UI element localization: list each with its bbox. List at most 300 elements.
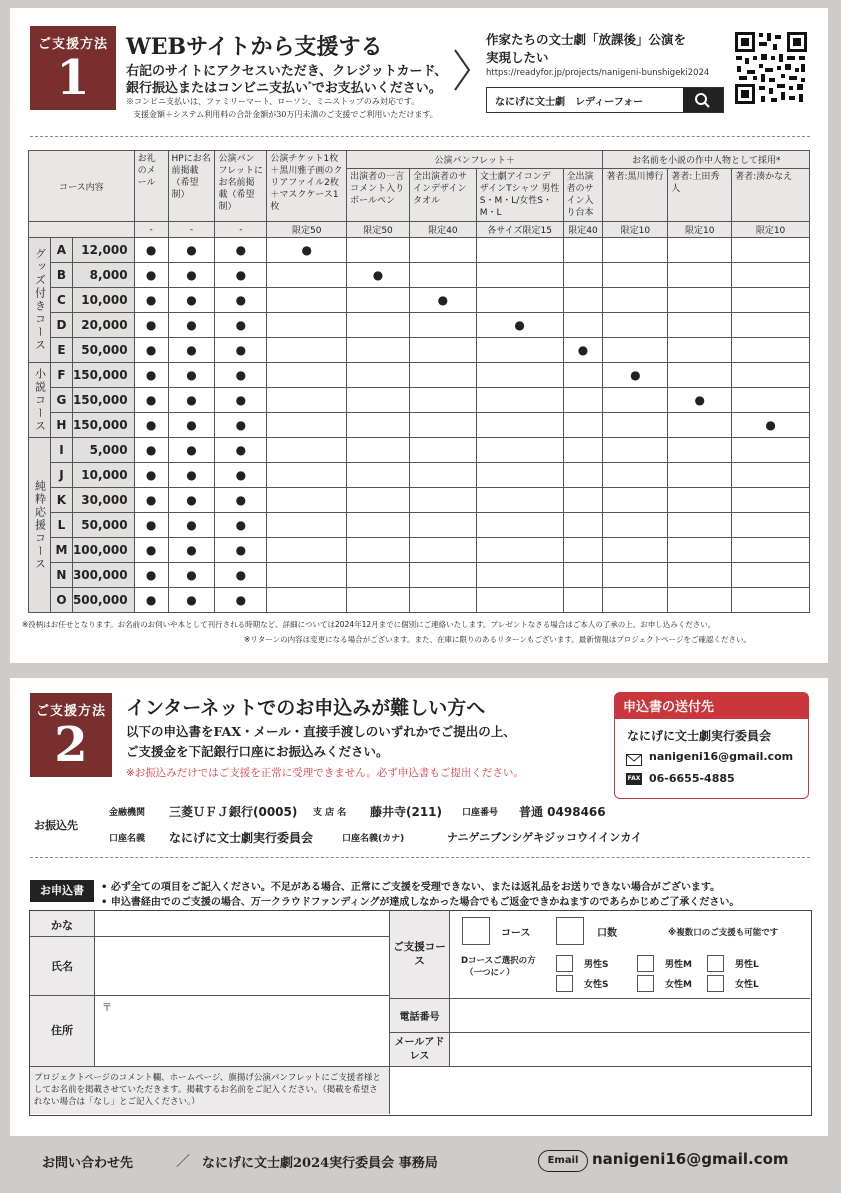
publish-name-field[interactable] [391,1068,809,1113]
benefit-cell [732,338,810,363]
benefit-cell [476,363,563,388]
benefit-cell [563,488,603,513]
address-field[interactable] [96,997,388,1065]
bank-inst-value: 三菱ＵＦＪ銀行(0005) [169,805,298,819]
bank-name-label: 口座名義 [109,834,146,844]
benefit-cell: ● [347,263,410,288]
size-checkbox[interactable] [637,955,654,972]
benefit-cell [563,313,603,338]
group-header-pamphlet: 公演パンフレット＋ [347,151,603,169]
course-amount: 100,000 [72,538,134,563]
section1-divider [30,136,810,137]
benefit-cell: ● [409,288,476,313]
benefit-cell [476,238,563,263]
postal-mark: 〒 [102,1003,112,1014]
course-id: F [50,363,72,388]
benefit-cell: ● [215,238,267,263]
course-row [29,313,810,338]
benefit-cell [347,313,410,338]
course-row [29,363,810,388]
benefit-cell [476,588,563,613]
section1-title: WEBサイトから支援する [126,34,383,60]
multi-note: ※複数口のご支援も可能です [668,928,779,938]
limit-cell: 限定40 [409,222,476,238]
benefit-cell [476,413,563,438]
benefit-cell [476,288,563,313]
benefit-cell [732,588,810,613]
benefit-cell: ● [732,413,810,438]
course-amount: 300,000 [72,563,134,588]
benefit-cell [409,463,476,488]
course-unit: コース [501,928,531,939]
size-label: 女性M [665,980,692,990]
badge-number: 1 [56,50,90,106]
footer-email[interactable]: nanigeni16@gmail.com [592,1150,789,1168]
benefit-cell [668,463,732,488]
project-url[interactable]: https://readyfor.jp/projects/nanigeni-bunshigeki2024 [486,68,710,78]
benefit-cell [409,563,476,588]
benefit-cell: ● [168,463,215,488]
benefit-cell [603,563,668,588]
course-row [29,388,810,413]
phone-label: 電話番号 [399,1012,440,1023]
bank-branch-label: 支 店 名 [313,808,347,818]
search-box[interactable] [486,87,724,113]
benefit-cell [476,513,563,538]
course-group-label: 小説コース [29,363,51,438]
size-checkbox[interactable] [556,975,573,992]
benefit-cell [732,438,810,463]
benefit-cell [668,288,732,313]
benefit-cell [409,488,476,513]
section1-note1: ※コンビニ支払いは、ファミリーマート、ローソン、ミニストップのみ対応です。 [126,97,420,106]
size-label: 女性S [584,980,609,990]
benefit-cell [603,588,668,613]
benefit-cell: ● [168,488,215,513]
benefit-cell: ● [215,463,267,488]
bank-acct-value: 普通 0498466 [519,805,606,819]
column-header: 公演チケット1枚＋黒川雅子画のクリアファイル2枚＋マスクケース1枚 [267,151,347,222]
course-row [29,238,810,263]
group-header-novel: お名前を小説の作中人物として採用* [603,151,810,169]
benefit-cell [267,288,347,313]
section1-desc-line2-b: でお支払いください。 [311,81,442,96]
name-label: 氏名 [51,960,73,973]
benefit-cell [347,438,410,463]
size-label: 男性L [735,960,759,970]
benefit-cell [563,363,603,388]
benefit-cell [347,513,410,538]
badge-number: 2 [54,717,88,773]
benefit-cell [563,463,603,488]
course-amount: 30,000 [72,488,134,513]
course-table-body [29,238,810,613]
benefit-cell [732,263,810,288]
benefit-cell [563,538,603,563]
benefit-cell [476,538,563,563]
limit-row-spacer [29,222,135,238]
benefit-cell [409,313,476,338]
column-header: 著者:上田秀人 [668,169,732,222]
form-bullet2: • 申込書経由でのご支援の場合、万一クラウドファンディングが達成しなかった場合でもご返金できかねますのであらかじめご了承ください。 [101,897,740,908]
bank-label: お振込先 [34,819,78,832]
course-row [29,538,810,563]
qr-code[interactable] [733,30,809,106]
benefit-cell [603,288,668,313]
benefit-cell: ● [134,263,168,288]
course-amount: 150,000 [72,413,134,438]
footer-org: なにげに文士劇2024実行委員会 事務局 [202,1156,438,1171]
benefit-cell [668,488,732,513]
benefit-cell [668,338,732,363]
course-group-label: グッズ付きコース [29,238,51,363]
form-bullet1: • 必ず全ての項目をご記入ください。不足がある場合、正常にご支援を受理できない、または返礼品をお送りできない場合がございます。 [101,882,721,893]
benefit-cell [409,413,476,438]
contact-email[interactable]: nanigeni16@gmail.com [649,750,794,763]
section1-desc-line2-a: 銀行振込またはコンビニ支払い [126,81,309,96]
benefit-cell [476,488,563,513]
benefit-cell [347,413,410,438]
course-row [29,488,810,513]
column-header: 文士劇アイコンデザインTシャツ 男性S・M・L/女性S・M・L [476,169,563,222]
benefit-cell [732,463,810,488]
table-footnote1: ※役柄はお任せとなります。お名前のお伺いや本として刊行される時期など、詳細については2024年12月までに個別にご連絡いたします。プレゼントなさる場合はご本人の了承の上、お申し込みください。 [22,620,716,629]
benefit-cell [476,438,563,463]
benefit-cell: ● [168,313,215,338]
benefit-cell [409,338,476,363]
course-group-label: 純粋応援コース [29,438,51,613]
section2-desc-line2: ご支援金を下記銀行口座にお振込みください。 [126,744,389,759]
benefit-cell [732,363,810,388]
kana-label: かな [51,919,73,932]
benefit-cell [267,488,347,513]
bank-branch-value: 藤井寺(211) [370,805,443,819]
column-header: 公演パンフレットにお名前掲載（希望制） [215,151,267,222]
section2-warning: ※お振込みだけではご支援を正常に受理できません。必ず申込書もご提出ください。 [126,767,524,779]
d-course-note1: Dコースご選択の方 [461,956,536,966]
limit-cell: 限定10 [668,222,732,238]
benefit-cell [267,538,347,563]
column-header: お礼のメール [134,151,168,222]
benefit-cell: ● [563,338,603,363]
benefit-cell [347,588,410,613]
method1-badge [30,26,116,110]
bank-inst-label: 金融機関 [109,808,146,818]
benefit-cell: ● [134,588,168,613]
size-checkbox[interactable] [556,955,573,972]
benefit-cell [732,313,810,338]
benefit-cell [347,338,410,363]
benefit-cell [603,413,668,438]
benefit-cell: ● [134,538,168,563]
benefit-cell [668,563,732,588]
contact-box [614,692,809,799]
section1-note2: 支援金額＋システム利用料の合計金額が30万円未満のご支援でご利用いただけます。 [133,110,438,119]
promo-line2: 実現したい [486,50,549,65]
course-header: コース内容 [29,151,135,222]
benefit-cell: ● [134,438,168,463]
phone-field[interactable] [451,1000,809,1031]
benefit-cell [476,263,563,288]
form-label: お申込書 [30,880,94,902]
course-amount: 150,000 [72,388,134,413]
benefit-cell [563,288,603,313]
name-field[interactable] [96,938,388,994]
benefit-cell [347,388,410,413]
size-label: 男性S [584,960,609,970]
benefit-cell: ● [168,388,215,413]
search-input[interactable]: なにげに文士劇 レディーフォー [495,97,644,108]
benefit-cell [347,563,410,588]
course-id: J [50,463,72,488]
benefit-cell [603,338,668,363]
course-row [29,288,810,313]
benefit-cell [409,538,476,563]
section2-desc-line1: 以下の申込書をFAX・メール・直接手渡しのいずれかでご提出の上、 [126,724,516,739]
benefit-cell [476,563,563,588]
bank-kana-label: 口座名義(カナ) [342,834,405,844]
footer-slash: ／ [176,1154,190,1170]
benefit-cell: ● [168,363,215,388]
benefit-cell [409,363,476,388]
benefit-cell [267,463,347,488]
benefit-cell [732,488,810,513]
benefit-cell: ● [476,313,563,338]
promo-line1: 作家たちの文士劇「放課後」公演を [486,32,687,47]
benefit-cell: ● [215,338,267,363]
benefit-cell: ● [215,288,267,313]
benefit-cell [563,438,603,463]
benefit-cell [347,288,410,313]
course-id: I [50,438,72,463]
count-unit: 口数 [597,928,617,939]
benefit-cell [603,438,668,463]
benefit-cell [563,388,603,413]
benefit-cell [563,588,603,613]
benefit-cell: ● [215,438,267,463]
course-id: L [50,513,72,538]
size-label: 男性M [665,960,692,970]
benefit-cell [603,463,668,488]
benefit-cell: ● [215,263,267,288]
badge-label: ご支援方法 [37,37,108,52]
benefit-cell [347,538,410,563]
course-row [29,588,810,613]
course-id: B [50,263,72,288]
course-row [29,513,810,538]
limit-cell: 限定10 [603,222,668,238]
fax-icon: FAX [626,773,642,785]
benefit-cell: ● [168,588,215,613]
course-row [29,438,810,463]
benefit-cell [732,513,810,538]
benefit-cell [347,238,410,263]
benefit-cell [563,513,603,538]
table-footnote2: ※リターンの内容は変更になる場合がございます。また、在庫に限りのあるリターンもございます。最新情報はプロジェクトページをご確認ください。 [244,635,751,644]
section1-desc-line1: 右記のサイトにアクセスいただき、クレジットカード、 [126,64,448,79]
benefit-cell [668,538,732,563]
benefit-cell [668,588,732,613]
search-button[interactable] [683,88,723,112]
column-header: 全出演者のサインデザインタオル [409,169,476,222]
benefit-cell [668,238,732,263]
benefit-cell: ● [168,238,215,263]
benefit-cell [603,488,668,513]
column-header: 出演者の一言コメント入りボールペン [347,169,410,222]
benefit-cell: ● [168,563,215,588]
form-gridline [389,1032,810,1033]
course-id: G [50,388,72,413]
benefit-cell [267,263,347,288]
limit-cell: - [134,222,168,238]
benefit-cell: ● [168,338,215,363]
benefit-cell: ● [215,513,267,538]
course-amount: 20,000 [72,313,134,338]
course-id: H [50,413,72,438]
limit-cell: 限定50 [267,222,347,238]
benefit-cell [668,413,732,438]
course-amount: 50,000 [72,513,134,538]
limit-cell: 限定40 [563,222,603,238]
course-id: E [50,338,72,363]
limit-cell: - [168,222,215,238]
benefit-cell [347,363,410,388]
email-field[interactable] [451,1034,809,1065]
limit-cell: - [215,222,267,238]
benefit-cell [267,313,347,338]
benefit-cell: ● [168,413,215,438]
course-amount: 5,000 [72,438,134,463]
limit-cell: 限定50 [347,222,410,238]
size-checkbox[interactable] [707,975,724,992]
course-amount: 10,000 [72,288,134,313]
course-row [29,413,810,438]
benefit-cell: ● [215,588,267,613]
benefit-cell: ● [168,438,215,463]
benefit-cell: ● [134,238,168,263]
benefit-cell: ● [168,263,215,288]
benefit-cell [476,388,563,413]
size-checkbox[interactable] [707,955,724,972]
section1-desc-line2: 銀行振込またはコンビニ支払い*でお支払いください。 [126,79,442,96]
benefit-cell: ● [134,513,168,538]
badge-label: ご支援方法 [35,704,106,719]
benefit-cell: ● [603,363,668,388]
form-gridline [449,910,450,1066]
course-id: C [50,288,72,313]
course-input-box[interactable] [462,917,490,945]
bank-name-value: なにげに文士劇実行委員会 [169,831,314,845]
benefit-cell [603,388,668,413]
address-label: 住所 [51,1024,73,1037]
method2-badge [30,693,112,777]
contact-org: なにげに文士劇実行委員会 [627,729,772,743]
benefit-cell [668,513,732,538]
d-course-note2: （一つに✓） [465,968,515,978]
limit-cell: 限定10 [732,222,810,238]
benefit-cell [603,263,668,288]
benefit-cell [409,263,476,288]
course-table-header [29,151,810,238]
benefit-cell: ● [134,463,168,488]
benefit-cell [267,563,347,588]
limit-cell: 各サイズ限定15 [476,222,563,238]
size-checkbox[interactable] [637,975,654,992]
kana-field[interactable] [96,912,388,935]
benefit-cell: ● [215,413,267,438]
benefit-cell: ● [168,513,215,538]
benefit-cell [668,438,732,463]
benefit-cell: ● [134,563,168,588]
chevron-right-icon [452,48,472,96]
benefit-cell: ● [134,413,168,438]
course-row [29,463,810,488]
benefit-cell [267,588,347,613]
course-amount: 10,000 [72,463,134,488]
email-label: メールアドレス [394,1037,445,1062]
benefit-cell [267,413,347,438]
form-gridline [94,910,95,1066]
benefit-cell [603,513,668,538]
search-icon [683,88,723,112]
benefit-cell: ● [134,288,168,313]
benefit-cell [603,238,668,263]
form-gridline [389,998,810,999]
benefit-cell [409,513,476,538]
column-header: 著者:黒川博行 [603,169,668,222]
benefit-cell: ● [168,288,215,313]
benefit-cell [563,563,603,588]
benefit-cell: ● [134,488,168,513]
course-id: M [50,538,72,563]
benefit-cell: ● [668,388,732,413]
course-amount: 8,000 [72,263,134,288]
benefit-cell: ● [215,363,267,388]
benefit-cell: ● [215,563,267,588]
benefit-cell: ● [215,313,267,338]
count-input-box[interactable] [556,917,584,945]
benefit-cell [267,338,347,363]
benefit-cell [668,263,732,288]
section2-title: インターネットでのお申込みが難しい方へ [126,697,486,719]
benefit-cell: ● [267,238,347,263]
course-amount: 50,000 [72,338,134,363]
benefit-cell: ● [134,313,168,338]
column-header: HPにお名前掲載（希望制） [168,151,215,222]
benefit-cell [603,313,668,338]
mail-icon [626,751,642,770]
course-id: O [50,588,72,613]
contact-fax: 06-6655-4885 [649,772,735,785]
benefit-cell [409,388,476,413]
benefit-cell: ● [134,338,168,363]
benefit-cell [732,388,810,413]
benefit-cell [409,438,476,463]
benefit-cell: ● [168,538,215,563]
benefit-cell: ● [215,488,267,513]
benefit-cell [267,513,347,538]
benefit-cell: ● [215,538,267,563]
benefit-cell [409,238,476,263]
course-label: ご支援コース [393,941,446,967]
course-row [29,563,810,588]
bank-kana-value: ナニゲニブンシゲキジッコウイインカイ [447,831,642,844]
course-amount: 500,000 [72,588,134,613]
benefit-cell [603,538,668,563]
benefit-cell: ● [134,363,168,388]
course-id: D [50,313,72,338]
benefit-cell [347,488,410,513]
